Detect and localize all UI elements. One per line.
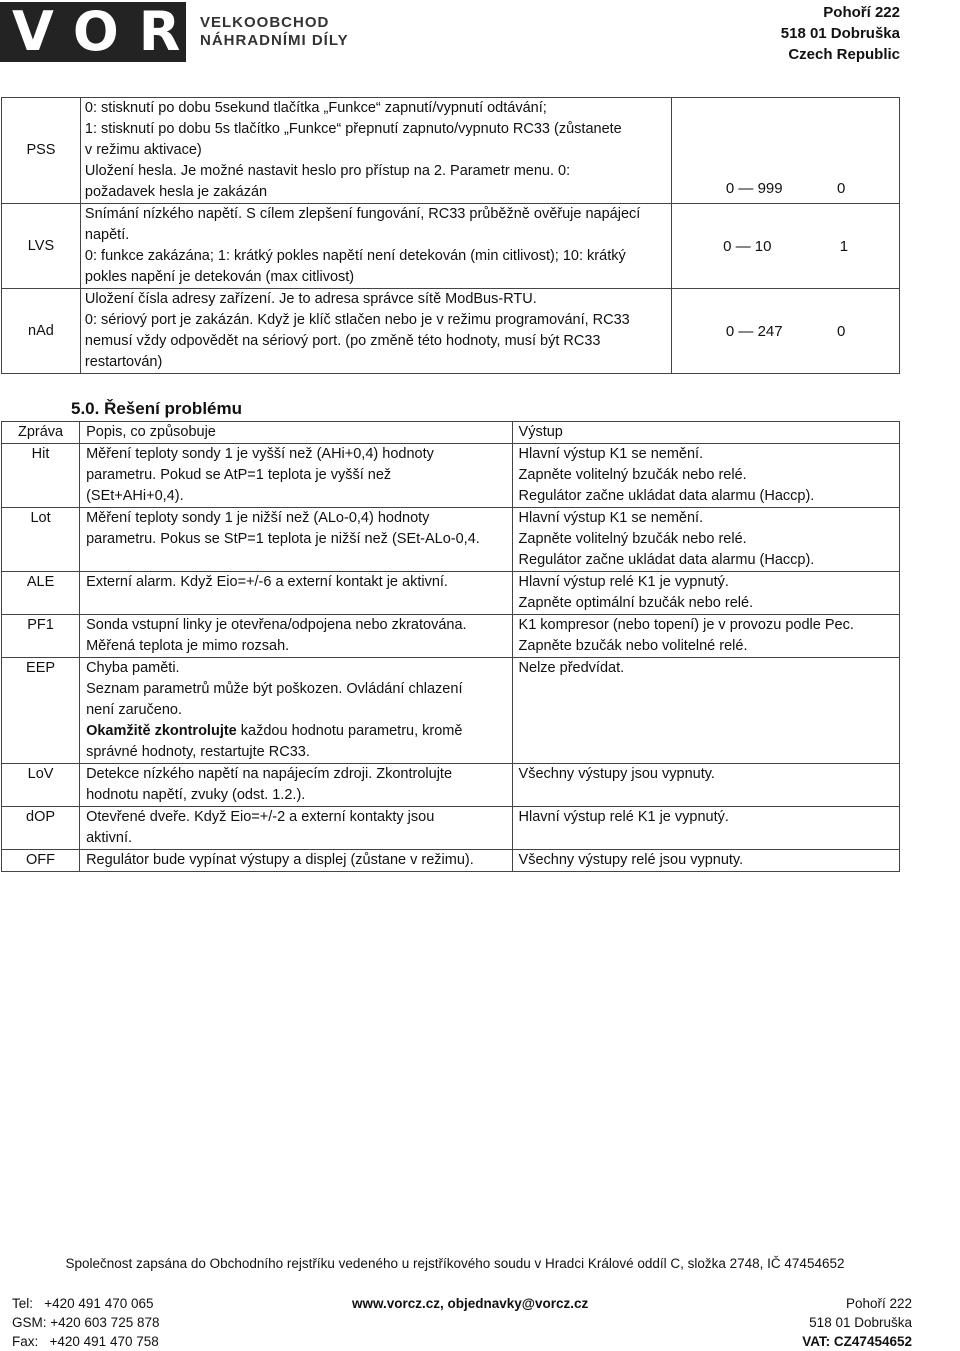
param-default: 0: [836, 322, 846, 340]
address-line: Pohoří 222: [823, 4, 900, 21]
output-line: Hlavní výstup relé K1 je vypnutý.: [518, 574, 729, 590]
address-line: Czech Republic: [788, 46, 900, 63]
param-row: [2, 204, 900, 289]
desc-line: napětí.: [84, 227, 130, 243]
footer-phones: [12, 1294, 160, 1351]
param-max: 10: [754, 237, 772, 255]
param-description: [80, 289, 671, 374]
registration-note: Společnost zapsána do Obchodního rejstříku vedeného u rejstříkového soudu v Hradci Králové oddíl C, složka 2748, IČ 47454652: [65, 1256, 845, 1271]
param-default: 1: [839, 237, 849, 255]
output-line: Všechny výstupy relé jsou vypnuty.: [518, 852, 744, 868]
desc-line: 0: stisknutí po dobu 5sekund tlačítka „Funkce“ zapnutí/vypnutí odtávání;: [84, 100, 547, 116]
phone-line: GSM: +420 603 725 878: [12, 1315, 160, 1330]
cause-line: Chyba paměti.: [86, 660, 180, 676]
cause-cell: [80, 807, 512, 850]
cause-line: Seznam parametrů může být poškozen. Ovládání chlazení: [86, 681, 463, 697]
emphasis-text: Okamžitě zkontrolujte: [86, 723, 237, 739]
cause-cell: [80, 764, 512, 807]
param-min: 0: [725, 322, 735, 340]
cause-cell: [80, 658, 512, 764]
cause-line: Měření teploty sondy 1 je vyšší než (AHi+0,4) hodnoty: [86, 446, 434, 462]
param-min: 0: [723, 237, 732, 255]
cause-line: Sonda vstupní linky je otevřena/odpojena nebo zkratována.: [86, 617, 467, 633]
cause-line: není zaručeno.: [86, 702, 183, 718]
logo-line-2: NÁHRADNÍMI DÍLY: [200, 32, 349, 49]
param-description: [80, 98, 671, 204]
param-row: [2, 289, 900, 374]
param-max: 999: [757, 180, 783, 197]
desc-line: v režimu aktivace): [84, 142, 202, 158]
vat-number: VAT: CZ47454652: [802, 1334, 912, 1349]
param-range: 0 — 999 0: [672, 98, 900, 204]
output-cell: [512, 572, 899, 615]
param-range: 0 — 247 0: [672, 289, 900, 374]
output-line: Všechny výstupy jsou vypnuty.: [518, 766, 715, 782]
message-code: PF1: [2, 615, 80, 658]
message-code: dOP: [2, 807, 80, 850]
cause-cell: [80, 615, 512, 658]
cause-line: parametru. Pokus se StP=1 teplota je nižší než (SEt-ALo-0,4.: [86, 531, 480, 547]
cause-cell: [80, 508, 512, 572]
param-max: 247: [757, 322, 783, 340]
param-code: PSS: [2, 98, 81, 204]
output-cell: [512, 444, 899, 508]
output-line: K1 kompresor (nebo topení) je v provozu podle Pec.: [518, 617, 854, 633]
output-cell: [512, 615, 899, 658]
message-code: EEP: [2, 658, 80, 764]
desc-line: Snímání nízkého napětí. S cílem zlepšení fungování, RC33 průběžně ověřuje napájecí: [84, 206, 641, 222]
output-cell: [512, 764, 899, 807]
cause-text: každou hodnotu parametru, kromě: [236, 723, 463, 739]
message-code: LoV: [2, 764, 80, 807]
column-header: Výstup: [512, 422, 899, 444]
table-row: [2, 508, 900, 572]
output-line: Hlavní výstup K1 se nemění.: [518, 510, 704, 526]
table-row: [2, 572, 900, 615]
desc-line: požadavek hesla je zakázán: [84, 184, 268, 200]
desc-line: Uložení hesla. Je možné nastavit heslo pro přístup na 2. Parametr menu. 0:: [84, 163, 571, 179]
address-line: 518 01 Dobruška: [809, 1315, 912, 1330]
desc-line: 0: funkce zakázána; 1: krátký pokles napětí není detekován (min citlivost); 10: krátký: [84, 248, 626, 264]
param-range: 0 — 10 1: [672, 204, 900, 289]
logo-line-1: VELKOOBCHOD: [200, 14, 330, 31]
desc-line: 0: sériový port je zakázán. Když je klíč stlačen nebo je v režimu programování, RC33: [84, 312, 630, 328]
output-line: Zapněte bzučák nebo volitelné relé.: [518, 638, 748, 654]
param-row: [2, 98, 900, 204]
message-code: Lot: [2, 508, 80, 572]
troubleshooting-table: [1, 421, 900, 872]
cause-line: aktivní.: [86, 830, 133, 846]
param-code: nAd: [2, 289, 81, 374]
output-cell: [512, 807, 899, 850]
header-address: [781, 2, 900, 65]
column-header: Zpráva: [2, 422, 80, 444]
message-code: OFF: [2, 850, 80, 872]
output-line: Zapněte volitelný bzučák nebo relé.: [518, 531, 747, 547]
param-code: LVS: [2, 204, 81, 289]
param-min: 0: [725, 180, 735, 197]
output-cell: [512, 658, 899, 764]
footer-address: [802, 1294, 912, 1351]
output-line: Nelze předvídat.: [518, 660, 625, 676]
cause-line: hodnotu napětí, zvuky (odst. 1.2.).: [86, 787, 306, 803]
desc-line: restartován): [84, 354, 163, 370]
output-line: Zapněte optimální bzučák nebo relé.: [518, 595, 754, 611]
address-line: Pohoří 222: [845, 1296, 912, 1311]
cause-cell: [80, 572, 512, 615]
cause-cell: [80, 850, 512, 872]
parameter-table: [1, 97, 900, 374]
table-row: [2, 615, 900, 658]
table-row: [2, 444, 900, 508]
cause-line: parametru. Pokud se AtP=1 teplota je vyšší než: [86, 467, 392, 483]
output-line: Regulátor začne ukládat data alarmu (Haccp).: [518, 552, 815, 568]
cause-line: Otevřené dveře. Když Eio=+/-2 a externí kontakty jsou: [86, 809, 435, 825]
cause-line: Měřená teplota je mimo rozsah.: [86, 638, 290, 654]
address-line: 518 01 Dobruška: [780, 25, 900, 42]
cause-line: Měření teploty sondy 1 je nižší než (ALo-0,4) hodnoty: [86, 510, 430, 526]
output-cell: [512, 508, 899, 572]
output-line: Zapněte volitelný bzučák nebo relé.: [518, 467, 747, 483]
message-code: Hit: [2, 444, 80, 508]
cause-line: Externí alarm. Když Eio=+/-6 a externí kontakt je aktivní.: [86, 574, 448, 590]
table-row: [2, 764, 900, 807]
cause-cell: [80, 444, 512, 508]
table-row: [2, 807, 900, 850]
desc-line: Uložení čísla adresy zařízení. Je to adresa správce sítě ModBus-RTU.: [84, 291, 537, 307]
desc-line: nemusí vždy odpovědět na sériový port. (po změně této hodnoty, musí být RC33: [84, 333, 601, 349]
cause-line: správné hodnoty, restartujte RC33.: [86, 744, 310, 760]
desc-line: pokles napění je detekován (max citlivost): [84, 269, 355, 285]
message-code: ALE: [2, 572, 80, 615]
cause-line: [86, 721, 511, 742]
section-title: 5.0. Řešení problému: [71, 399, 242, 418]
phone-line: Tel: +420 491 470 065: [12, 1296, 154, 1311]
param-description: [80, 204, 671, 289]
logo-mark: VOR: [0, 2, 186, 62]
phone-line: Fax: +420 491 470 758: [12, 1334, 159, 1349]
output-line: Regulátor začne ukládat data alarmu (Haccp).: [518, 488, 815, 504]
param-default: 0: [836, 180, 846, 197]
output-line: Hlavní výstup relé K1 je vypnutý.: [518, 809, 729, 825]
cause-line: Detekce nízkého napětí na napájecím zdroji. Zkontrolujte: [86, 766, 453, 782]
column-header: Popis, co způsobuje: [80, 422, 512, 444]
cause-line: Regulátor bude vypínat výstupy a displej (zůstane v režimu).: [86, 852, 474, 868]
footer-web-link[interactable]: www.vorcz.cz, objednavky@vorcz.cz: [352, 1296, 589, 1311]
output-cell: [512, 850, 899, 872]
desc-line: 1: stisknutí po dobu 5s tlačítko „Funkce“ přepnutí zapnuto/vypnuto RC33 (zůstanete: [84, 121, 622, 137]
table-header-row: [2, 422, 900, 444]
cause-line: (SEt+AHi+0,4).: [86, 488, 184, 504]
output-line: Hlavní výstup K1 se nemění.: [518, 446, 704, 462]
table-row: [2, 658, 900, 764]
company-logo: [0, 0, 360, 62]
table-row: [2, 850, 900, 872]
